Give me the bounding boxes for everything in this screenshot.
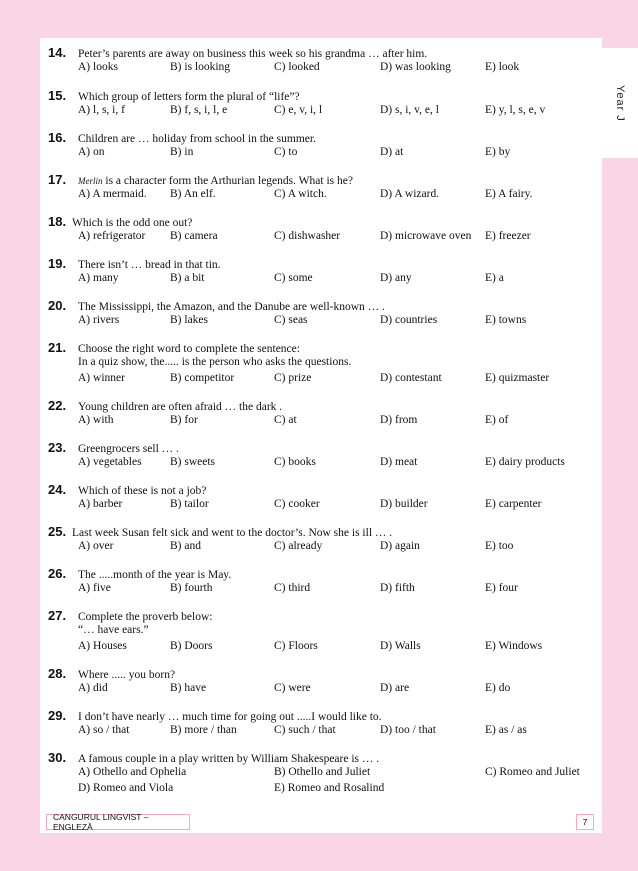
question-20 xyxy=(48,298,598,330)
answer-option-e: E) carpenter xyxy=(485,498,542,510)
answer-options xyxy=(48,498,598,514)
answer-option-e: E) of xyxy=(485,414,509,426)
answer-option-e: E) Romeo and Rosalind xyxy=(274,782,385,794)
answer-option-d: D) again xyxy=(380,540,420,552)
stem-text: Greengrocers sell … . xyxy=(78,443,179,455)
answer-option-a: A) five xyxy=(78,582,111,594)
answer-option-d: D) builder xyxy=(380,498,428,510)
answer-option-a: A) Houses xyxy=(78,640,127,652)
answer-option-a: A) A mermaid. xyxy=(78,188,147,200)
answer-option-d: D) was looking xyxy=(380,61,451,73)
question-line xyxy=(48,130,598,146)
answer-option-b: B) sweets xyxy=(170,456,216,468)
answer-option-c: C) to xyxy=(274,146,298,158)
question-22 xyxy=(48,398,598,430)
question-17 xyxy=(48,172,598,204)
question-line xyxy=(48,88,598,104)
question-line xyxy=(48,172,598,188)
answer-option-d: D) meat xyxy=(380,456,418,468)
question-stem xyxy=(78,133,316,145)
answer-options xyxy=(48,272,598,288)
question-stem xyxy=(78,569,231,581)
question-number: 17. xyxy=(48,172,67,187)
stem-text: Last week Susan felt sick and went to the doctor’s. Now she is ill … . xyxy=(72,527,393,539)
answer-option-e: E) look xyxy=(485,61,520,73)
question-stem xyxy=(78,611,212,623)
answer-option-b: B) Doors xyxy=(170,640,213,652)
question-stem xyxy=(78,485,206,497)
answer-options xyxy=(48,540,598,556)
question-stem xyxy=(78,753,379,765)
question-stem xyxy=(78,175,353,187)
answer-option-b: B) a bit xyxy=(170,272,205,284)
answer-option-c: C) seas xyxy=(274,314,308,326)
question-stem xyxy=(78,669,175,681)
answer-option-a: A) refrigerator xyxy=(78,230,146,242)
question-15 xyxy=(48,88,598,120)
question-number: 22. xyxy=(48,398,67,413)
answer-option-b: B) is looking xyxy=(170,61,231,73)
question-number: 28. xyxy=(48,666,67,681)
stem-text: I don’t have nearly … much time for going out .....I would like to. xyxy=(78,711,382,723)
question-28 xyxy=(48,666,598,698)
answer-option-a: A) so / that xyxy=(78,724,130,736)
answer-option-e: E) A fairy. xyxy=(485,188,533,200)
answer-option-c: C) looked xyxy=(274,61,320,73)
stem-text: Where ..... you born? xyxy=(78,669,176,681)
answer-option-b: B) lakes xyxy=(170,314,209,326)
answer-option-d: D) A wizard. xyxy=(380,188,440,200)
answer-option-d: D) Walls xyxy=(380,640,421,652)
answer-options xyxy=(48,146,598,162)
answer-option-d: D) microwave oven xyxy=(380,230,472,242)
answer-option-c: C) already xyxy=(274,540,323,552)
question-subline: In a quiz show, the..... is the person who asks the questions. xyxy=(78,356,352,368)
question-number: 24. xyxy=(48,482,67,497)
answer-option-c: C) Floors xyxy=(274,640,318,652)
stem-text: A famous couple in a play written by William Shakespeare is … . xyxy=(78,753,380,765)
answer-option-b: B) camera xyxy=(170,230,218,242)
answer-option-d: D) s, i, v, e, l xyxy=(380,104,439,116)
question-line xyxy=(48,566,598,582)
question-stem xyxy=(72,217,192,229)
question-subline: “… have ears.” xyxy=(78,624,149,636)
question-24 xyxy=(48,482,598,514)
answer-options xyxy=(48,456,598,472)
answer-options xyxy=(48,766,598,782)
answer-option-a: A) did xyxy=(78,682,108,694)
answer-option-a: A) on xyxy=(78,146,105,158)
answer-options xyxy=(48,188,598,204)
answer-option-c: C) books xyxy=(274,456,316,468)
question-number: 23. xyxy=(48,440,67,455)
question-number: 30. xyxy=(48,750,67,765)
question-stem xyxy=(78,259,221,271)
answer-option-a: A) winner xyxy=(78,372,125,384)
question-30 xyxy=(48,750,598,798)
answer-option-d: D) from xyxy=(380,414,418,426)
answer-option-c: C) were xyxy=(274,682,311,694)
answer-options xyxy=(48,682,598,698)
answer-option-c: C) such / that xyxy=(274,724,336,736)
answer-option-c: C) third xyxy=(274,582,311,594)
answer-option-a: A) barber xyxy=(78,498,123,510)
answer-option-c: C) at xyxy=(274,414,297,426)
answer-option-a: A) looks xyxy=(78,61,118,73)
question-number: 20. xyxy=(48,298,67,313)
answer-option-d: D) Romeo and Viola xyxy=(78,782,174,794)
question-line xyxy=(48,398,598,414)
question-stem xyxy=(78,401,282,413)
answer-option-e: E) by xyxy=(485,146,511,158)
question-line xyxy=(48,666,598,682)
stem-text: There isn’t … bread in that tin. xyxy=(78,259,221,271)
question-number: 18. xyxy=(48,214,67,229)
answer-option-e: E) y, l, s, e, v xyxy=(485,104,546,116)
answer-options xyxy=(48,104,598,120)
answer-options xyxy=(48,372,598,388)
answer-option-c: C) e, v, i, l xyxy=(274,104,323,116)
answer-option-d: D) contestant xyxy=(380,372,442,384)
question-number: 15. xyxy=(48,88,67,103)
question-line xyxy=(48,608,598,624)
answer-option-c: C) prize xyxy=(274,372,312,384)
stem-text: Choose the right word to complete the sentence: xyxy=(78,343,300,355)
question-14 xyxy=(48,45,598,77)
answer-option-b: B) for xyxy=(170,414,198,426)
answer-option-a: A) with xyxy=(78,414,114,426)
question-18 xyxy=(48,214,598,246)
answer-option-d: D) countries xyxy=(380,314,438,326)
question-number: 27. xyxy=(48,608,67,623)
side-level-label: Year J xyxy=(614,84,626,122)
question-stem xyxy=(78,301,385,313)
answer-option-b: B) in xyxy=(170,146,194,158)
question-line xyxy=(48,298,598,314)
question-16 xyxy=(48,130,598,162)
answer-options xyxy=(48,414,598,430)
answer-option-b: B) An elf. xyxy=(170,188,216,200)
question-stem xyxy=(78,343,300,355)
answer-option-a: A) Othello and Ophelia xyxy=(78,766,187,778)
stem-text: Which group of letters form the plural of “life”? xyxy=(78,91,300,103)
answer-option-e: E) a xyxy=(485,272,504,284)
question-number: 29. xyxy=(48,708,67,723)
answer-option-c: C) Romeo and Juliet xyxy=(485,766,580,778)
question-line xyxy=(48,214,598,230)
stem-text: Peter’s parents are away on business this week so his grandma … after him. xyxy=(78,48,428,60)
stem-text: Children are … holiday from school in the summer. xyxy=(78,133,316,145)
stem-text: Complete the proverb below: xyxy=(78,611,213,623)
question-line xyxy=(48,750,598,766)
question-23 xyxy=(48,440,598,472)
question-line xyxy=(48,440,598,456)
answer-option-b: B) more / than xyxy=(170,724,237,736)
question-line xyxy=(48,45,598,61)
stem-emphasis: Merlin xyxy=(78,176,103,186)
stem-text: is a character form the Arthurian legends. What is he? xyxy=(102,175,353,187)
answer-option-a: A) over xyxy=(78,540,114,552)
answer-options xyxy=(48,61,598,77)
answer-option-e: E) too xyxy=(485,540,514,552)
answer-options xyxy=(48,640,598,656)
question-line xyxy=(48,256,598,272)
question-line xyxy=(48,708,598,724)
answer-option-a: A) l, s, i, f xyxy=(78,104,125,116)
answer-option-d: D) fifth xyxy=(380,582,415,594)
question-stem xyxy=(78,711,382,723)
question-stem xyxy=(78,48,427,60)
question-stem xyxy=(78,443,179,455)
answer-options xyxy=(48,230,598,246)
page-number: 7 xyxy=(576,814,594,830)
question-number: 25. xyxy=(48,524,67,539)
answer-option-b: B) Othello and Juliet xyxy=(274,766,371,778)
answer-options xyxy=(48,782,598,798)
question-number: 19. xyxy=(48,256,67,271)
answer-option-c: C) cooker xyxy=(274,498,320,510)
question-21 xyxy=(48,340,598,388)
answer-option-a: A) rivers xyxy=(78,314,120,326)
question-number: 14. xyxy=(48,45,67,60)
question-number: 26. xyxy=(48,566,67,581)
question-26 xyxy=(48,566,598,598)
answer-option-b: B) and xyxy=(170,540,201,552)
answer-option-c: C) A witch. xyxy=(274,188,327,200)
answer-option-e: E) quizmaster xyxy=(485,372,550,384)
stem-text: Which is the odd one out? xyxy=(72,217,193,229)
question-line xyxy=(48,524,598,540)
answer-option-c: C) some xyxy=(274,272,313,284)
answer-options xyxy=(48,582,598,598)
question-19 xyxy=(48,256,598,288)
answer-option-b: B) f, s, i, l, e xyxy=(170,104,228,116)
answer-option-d: D) too / that xyxy=(380,724,436,736)
stem-text: Young children are often afraid … the dark . xyxy=(78,401,283,413)
answer-option-d: D) are xyxy=(380,682,410,694)
stem-text: Which of these is not a job? xyxy=(78,485,207,497)
question-number: 16. xyxy=(48,130,67,145)
answer-option-e: E) dairy products xyxy=(485,456,565,468)
answer-option-b: B) fourth xyxy=(170,582,213,594)
stem-text: The Mississippi, the Amazon, and the Danube are well-known … . xyxy=(78,301,385,313)
question-stem xyxy=(72,527,392,539)
question-stem xyxy=(78,91,300,103)
answer-option-d: D) at xyxy=(380,146,404,158)
answer-option-b: B) tailor xyxy=(170,498,209,510)
answer-option-e: E) do xyxy=(485,682,511,694)
question-line xyxy=(48,482,598,498)
answer-option-b: B) have xyxy=(170,682,207,694)
answer-options xyxy=(48,314,598,330)
answer-option-e: E) as / as xyxy=(485,724,527,736)
stem-text: The .....month of the year is May. xyxy=(78,569,232,581)
answer-option-e: E) towns xyxy=(485,314,527,326)
answer-option-e: E) freezer xyxy=(485,230,531,242)
question-29 xyxy=(48,708,598,740)
question-line xyxy=(48,340,598,356)
answer-option-e: E) four xyxy=(485,582,518,594)
answer-option-d: D) any xyxy=(380,272,412,284)
answer-option-c: C) dishwasher xyxy=(274,230,341,242)
answer-option-a: A) vegetables xyxy=(78,456,142,468)
question-25 xyxy=(48,524,598,556)
answer-option-e: E) Windows xyxy=(485,640,543,652)
answer-options xyxy=(48,724,598,740)
footer-label: CANGURUL LINGVIST – ENGLEZĂ xyxy=(46,814,190,830)
answer-option-b: B) competitor xyxy=(170,372,235,384)
side-level-tab xyxy=(602,48,638,158)
question-27 xyxy=(48,608,598,656)
question-number: 21. xyxy=(48,340,67,355)
answer-option-a: A) many xyxy=(78,272,119,284)
